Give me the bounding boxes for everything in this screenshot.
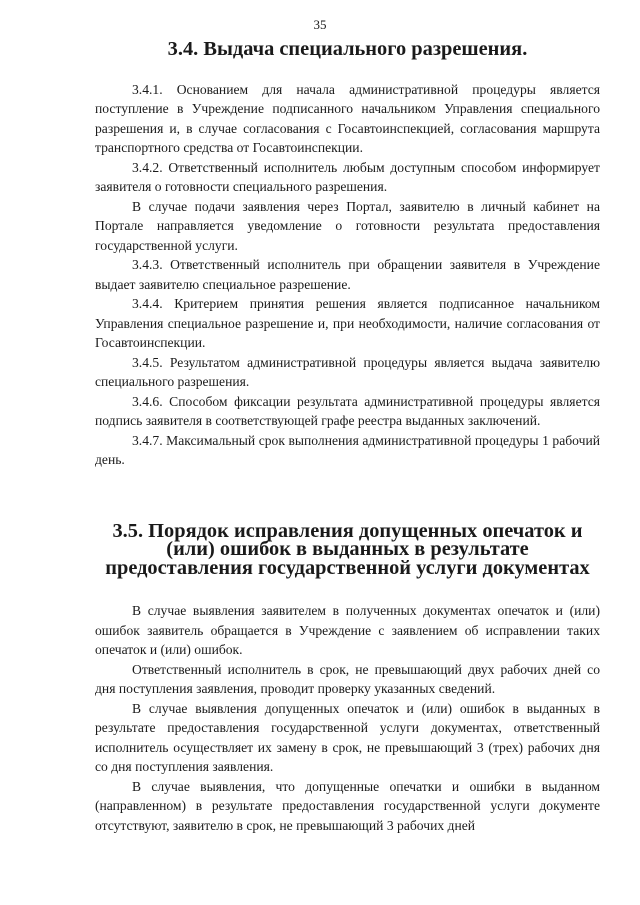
paragraph-error-replacement: В случае выявления допущенных опечаток и (или) ошибок в выданных в результате предоставления государственной услуги документах, ответственный исполнитель осуществляет их замену в срок, не превышающий 3 (трех) рабочих дня со дня поступления заявления. (95, 700, 600, 774)
paragraph-3-4-5: 3.4.5. Результатом административной процедуры является выдача заявителю специального разрешения. (95, 354, 600, 389)
paragraph-3-4-2: 3.4.2. Ответственный исполнитель любым доступным способом информирует заявителя о готовности специального разрешения. (95, 159, 600, 194)
page-number: 35 (313, 17, 327, 32)
paragraph-error-check: Ответственный исполнитель в срок, не превышающий двух рабочих дней со дня поступления заявления, проводит проверку указанных сведений. (95, 661, 600, 696)
section-3-4-title: 3.4. Выдача специального разрешения. (167, 38, 528, 60)
paragraph-3-4-6: 3.4.6. Способом фиксации результата административной процедуры является подпись заявителя в соответствующей графе реестра выданных заключений. (95, 393, 600, 428)
paragraph-error-request: В случае выявления заявителем в полученных документах опечаток и (или) ошибок заявитель обращается в Учреждение с заявлением об исправлении таких опечаток и (или) ошибок. (95, 603, 600, 657)
paragraph-3-4-4: 3.4.4. Критерием принятия решения является подписанное начальником Управления специальное разрешение и, при необходимости, наличие согласования от Госавтоинспекции. (95, 296, 600, 350)
paragraph-no-errors-found: В случае выявления, что допущенные опечатки и ошибки в выданном (направленном) в результате предоставления государственной услуги документе отсутствуют, заявителю в срок, не превышающий 3 рабочих дней (95, 778, 600, 833)
paragraph-3-4-1: 3.4.1. Основанием для начала административной процедуры является поступление в Учреждение подписанного начальником Управления специального разрешения и, в случае согласования с Госавтоинспекцией, согласования маршрута транспортного средства от Госавтоинспекции. (95, 81, 600, 155)
section-3-5-title: 3.5. Порядок исправления допущенных опечаток и (или) ошибок в выданных в результате предоставления государственной услуги документах (105, 519, 590, 579)
paragraph-3-4-3: 3.4.3. Ответственный исполнитель при обращении заявителя в Учреждение выдает заявителю специальное разрешение. (95, 257, 600, 292)
document-body (95, 40, 600, 835)
paragraph-portal-notice: В случае подачи заявления через Портал, заявителю в личный кабинет на Портале направляется уведомление о готовности результата предоставления государственной услуги. (95, 198, 600, 253)
paragraph-3-4-7: 3.4.7. Максимальный срок выполнения административной процедуры 1 рабочий день. (95, 432, 600, 467)
